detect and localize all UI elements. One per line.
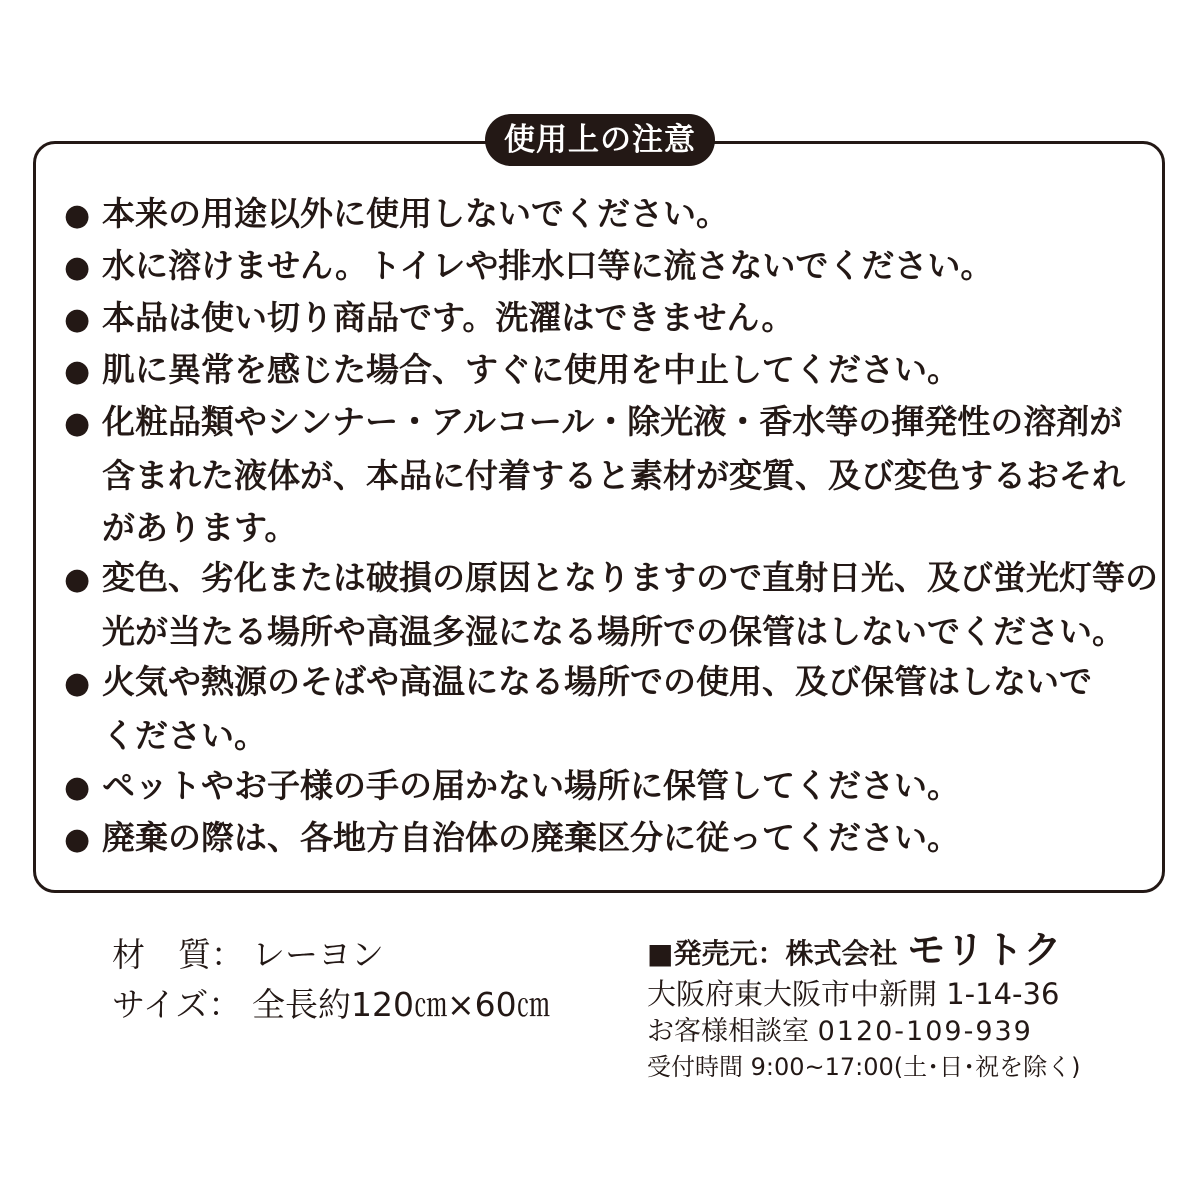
spec-material-label: 材 質： bbox=[112, 935, 244, 974]
seller-hours-label: 受付時間 bbox=[647, 1053, 743, 1081]
caution-item-1 bbox=[64, 188, 729, 242]
bullet-icon: ● bbox=[64, 302, 91, 337]
bullet-icon: ● bbox=[64, 770, 91, 805]
seller-hours-value: 9:00~17:00(土･日･祝を除く) bbox=[750, 1053, 1081, 1081]
caution-item-text: 廃棄の際は、各地方自治体の廃棄区分に従ってください。 bbox=[102, 818, 960, 857]
caution-item-3 bbox=[64, 292, 794, 346]
caution-item-text: 本品は使い切り商品です。洗濯はできません。 bbox=[102, 298, 795, 337]
bullet-icon: ● bbox=[64, 354, 91, 389]
seller-phone: 0120-109-939 bbox=[817, 1016, 1033, 1047]
caution-item-8 bbox=[64, 760, 960, 814]
caution-item-text: 化粧品類やシンナー・アルコール・除光液・香水等の揮発性の溶剤が bbox=[102, 402, 1123, 441]
bullet-icon: ● bbox=[64, 250, 91, 285]
spec-size-value: 全長約120㎝×60㎝ bbox=[252, 985, 550, 1024]
bullet-icon: ● bbox=[64, 406, 91, 441]
seller-contact bbox=[647, 1014, 1033, 1050]
seller-hours bbox=[647, 1050, 1081, 1084]
spec-material-value: レーヨン bbox=[252, 935, 384, 974]
seller-prefix: ■発売元： bbox=[647, 937, 786, 970]
caution-item-text: 変色、劣化または破損の原因となりますので直射日光、及び蛍光灯等の bbox=[102, 558, 1158, 597]
spec-material bbox=[112, 930, 384, 980]
spec-size-label: サイズ： bbox=[112, 985, 242, 1024]
spec-size bbox=[112, 980, 550, 1030]
caution-item-6 bbox=[64, 552, 1158, 658]
caution-item-text: ください。 bbox=[102, 716, 267, 755]
caution-item-text: があります。 bbox=[102, 508, 298, 547]
caution-item-text: 本来の用途以外に使用しないでください。 bbox=[102, 194, 729, 233]
seller-company: 株式会社 bbox=[785, 937, 898, 970]
caution-item-text: ペットやお子様の手の届かない場所に保管してください。 bbox=[102, 766, 960, 805]
bullet-icon: ● bbox=[64, 198, 91, 233]
caution-item-text: 水に溶けません。トイレや排水口等に流さないでください。 bbox=[102, 246, 994, 285]
seller-header bbox=[647, 928, 1062, 976]
bullet-icon: ● bbox=[64, 562, 91, 597]
caution-item-5 bbox=[64, 396, 1125, 554]
bullet-icon: ● bbox=[64, 822, 91, 857]
seller-address: 大阪府東大阪市中新開 1-14-36 bbox=[647, 977, 1060, 1011]
caution-item-text: 肌に異常を感じた場合、すぐに使用を中止してください。 bbox=[102, 350, 960, 389]
caution-item-7 bbox=[64, 656, 1092, 762]
bullet-icon: ● bbox=[64, 666, 91, 701]
caution-item-text: 含まれた液体が、本品に付着すると素材が変質、及び変色するおそれ bbox=[102, 456, 1125, 495]
caution-item-4 bbox=[64, 344, 960, 398]
caution-item-2 bbox=[64, 240, 993, 294]
seller-contact-label: お客様相談室 bbox=[647, 1016, 809, 1047]
caution-item-text: 光が当たる場所や高温多湿になる場所での保管はしないでください。 bbox=[102, 612, 1125, 651]
caution-item-9 bbox=[64, 812, 960, 866]
caution-title: 使用上の注意 bbox=[485, 114, 715, 166]
caution-item-text: 火気や熱源のそばや高温になる場所での使用、及び保管はしないで bbox=[102, 662, 1092, 701]
seller-brand: モリトク bbox=[907, 928, 1063, 972]
